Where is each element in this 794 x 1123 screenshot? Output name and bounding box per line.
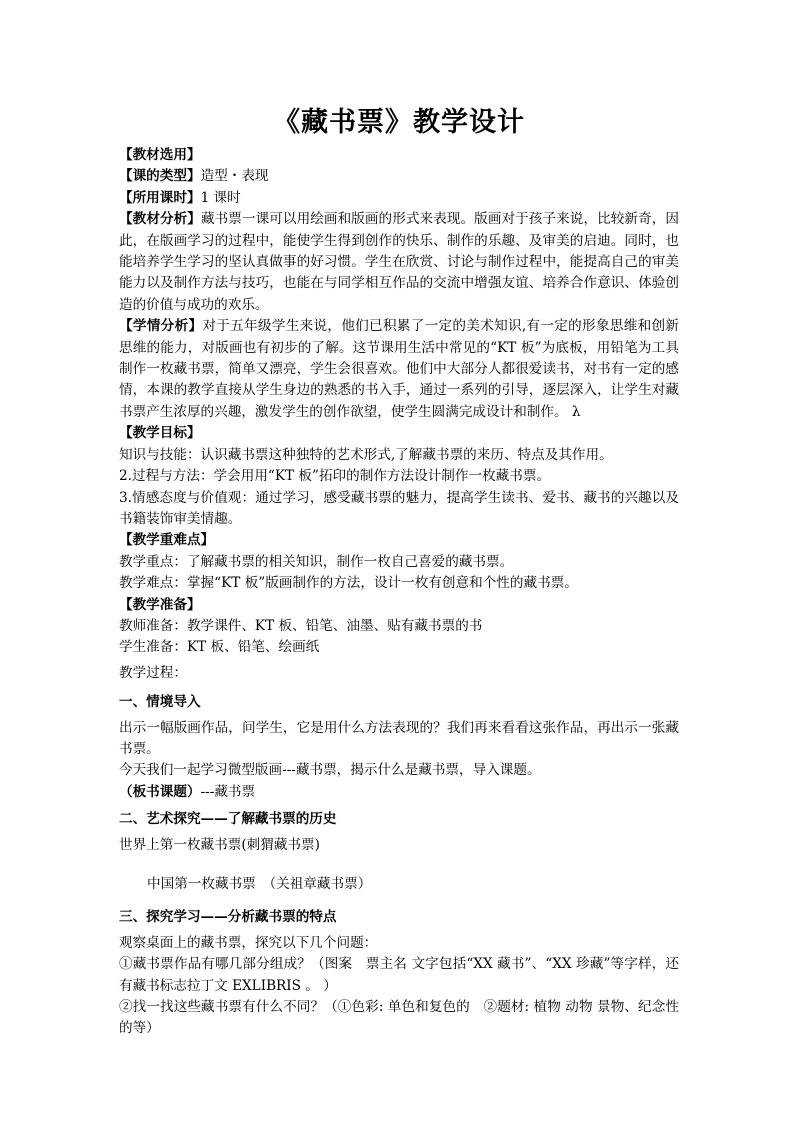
process-label: 教学过程： <box>119 664 187 681</box>
goal-item: 3.情感态度与价值观：通过学习，感受藏书票的魅力，提高学生读书、爱书、藏书的兴趣以及书籍装饰审美情趣。 <box>119 489 679 527</box>
prep-label: 【教学准备】 <box>119 596 201 613</box>
section-1-paragraph: 出示一幅版画作品，问学生，它是用什么方法表现的？我们再来看看这张作品，再出示一张藏书票。 <box>119 719 679 757</box>
section-3-paragraph: ②找一找这些藏书票有什么不同？（①色彩: 单色和复色的 ②题材: 植物 动物 景物、纪念性的等） <box>119 999 679 1037</box>
section-2-paragraph: 中国第一枚藏书票 （关祖章藏书票） <box>147 876 372 892</box>
goal-item: 知识与技能：认识藏书票这种独特的艺术形式,了解藏书票的来历、特点及其作用。 <box>119 446 613 463</box>
students-label: 【学情分析】 <box>119 318 203 335</box>
section-3-title: 三、探究学习——分析藏书票的特点 <box>119 909 337 926</box>
analysis-text: 藏书票一课可以用绘画和版画的形式来表现。版画对于孩子来说，比较新奇，因此，在版画学习的过程中，能使学生得到创作的快乐、制作的乐趣、及审美的启迪。同时，也能培养学生学习的坚认真做事的好习惯。学生在欣赏、讨论与制作过程中，能提高自己的审美能力以及制作方法与技巧，也能在与同学相互作品的交流中增强友谊、培养合作意识、体验创造的价值与成功的欢乐。 <box>119 211 680 313</box>
hours-value: 1 课时 <box>200 189 241 206</box>
type-label: 【课的类型】 <box>119 168 201 185</box>
prep-item: 学生准备：KT 板、铅笔、绘画纸 <box>119 639 320 656</box>
material-line <box>119 145 679 166</box>
section-2-title: 二、艺术探究——了解藏书票的历史 <box>119 811 337 828</box>
students-text: 对于五年级学生来说，他们已积累了一定的美术知识,有一定的形象思维和创新思维的能力，对版画也有初步的了解。这节课用生活中常见的“KT 板”为底板，用铅笔为工具制作一枚藏书票，简单又漂亮，学生会很喜欢。他们中大部分人都很爱读书，对书有一定的感情，本课的教学直接从学生身边的熟悉的书入手，通过一系列的引导，逐层深入，让学生对藏书票产生浓厚的兴趣，激发学生的创作欲望，使学生圆满完成设计和制作。 λ <box>119 318 679 420</box>
board-title-text: ---藏书票 <box>200 783 256 800</box>
keypoints-label: 【教学重难点】 <box>119 532 215 549</box>
document-page <box>119 100 679 1040</box>
goal-item: 2.过程与方法：学会用用“KT 板”拓印的制作方法设计制作一枚藏书票。 <box>119 468 551 485</box>
hours-line <box>119 188 679 209</box>
section-1-board-line <box>119 782 679 803</box>
section-2-paragraph: 世界上第一枚藏书票(刺猬藏书票) <box>119 836 320 853</box>
hours-label: 【所用课时】 <box>119 189 201 206</box>
section-1-paragraph: 今天我们一起学习微型版画---藏书票，揭示什么是藏书票，导入课题。 <box>119 762 541 779</box>
analysis-paragraph <box>119 209 679 316</box>
section-3-paragraph: 观察桌面上的藏书票，探究以下几个问题： <box>119 934 378 951</box>
section-1-title: 一、情境导入 <box>119 694 201 711</box>
material-label: 【教材选用】 <box>119 147 201 163</box>
keypoint-item: 教学重点：了解藏书票的相关知识，制作一枚自己喜爱的藏书票。 <box>119 553 514 570</box>
analysis-label: 【教材分析】 <box>119 211 201 228</box>
students-paragraph <box>119 316 679 423</box>
prep-item: 教师准备：教学课件、KT 板、铅笔、油墨、贴有藏书票的书 <box>119 617 483 634</box>
keypoint-item: 教学难点：掌握“KT 板”版画制作的方法，设计一枚有创意和个性的藏书票。 <box>119 575 578 592</box>
type-line <box>119 166 679 187</box>
type-value: 造型・表现 <box>200 168 269 185</box>
document-title: 《藏书票》教学设计 <box>273 107 525 138</box>
board-title-label: （板书课题） <box>119 783 201 800</box>
section-3-paragraph: ①藏书票作品有哪几部分组成？（图案 票主名 文字包括“XX 藏书”、“XX 珍藏”等字样，还有藏书标志拉丁文 EXLIBRIS 。 ） <box>119 956 679 994</box>
goals-label: 【教学目标】 <box>119 425 201 442</box>
